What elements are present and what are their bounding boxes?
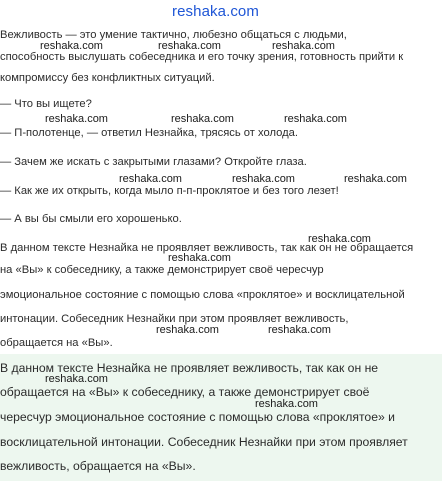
watermark: reshaka.com bbox=[284, 113, 347, 125]
watermark: reshaka.com bbox=[171, 113, 234, 125]
text-line-13: обращается на «Вы». bbox=[0, 337, 113, 349]
answer-line-1: В данном тексте Незнайка не проявляет вежливость, так как он не bbox=[0, 361, 379, 375]
watermark: reshaka.com bbox=[158, 40, 221, 52]
watermark: reshaka.com bbox=[255, 398, 318, 410]
answer-line-5: вежливость, обращается на «Вы». bbox=[0, 459, 196, 473]
watermark: reshaka.com bbox=[45, 373, 108, 385]
answer-line-2: обращается на «Вы» к собеседнику, а также демонстрирует своё bbox=[0, 385, 370, 399]
watermark: reshaka.com bbox=[232, 173, 295, 185]
watermark: reshaka.com bbox=[308, 233, 371, 245]
text-line-5: — П-полотенце, — ответил Незнайка, трясясь от холода. bbox=[0, 127, 298, 139]
watermark: reshaka.com bbox=[40, 40, 103, 52]
text-line-12: интонации. Собеседник Незнайки при этом проявляет вежливость, bbox=[0, 313, 349, 325]
text-line-8: — А вы бы смыли его хорошенько. bbox=[0, 213, 182, 225]
watermark: reshaka.com bbox=[156, 324, 219, 336]
text-line-9: В данном тексте Незнайка не проявляет вежливость, так как он не обращается bbox=[0, 242, 414, 254]
site-logo[interactable]: reshaka.com bbox=[172, 3, 259, 20]
watermark: reshaka.com bbox=[344, 173, 407, 185]
text-line-6: — Зачем же искать с закрытыми глазами? Откройте глаза. bbox=[0, 156, 307, 168]
text-line-4: — Что вы ищете? bbox=[0, 98, 92, 110]
text-line-3: компромиссу без конфликтных ситуаций. bbox=[0, 72, 215, 84]
text-line-10: на «Вы» к собеседнику, а также демонстрирует своё чересчур bbox=[0, 264, 324, 276]
watermark: reshaka.com bbox=[45, 113, 108, 125]
watermark: reshaka.com bbox=[168, 252, 231, 264]
answer-line-4: восклицательной интонации. Собеседник Незнайки при этом проявляет bbox=[0, 435, 408, 449]
watermark: reshaka.com bbox=[272, 40, 335, 52]
text-line-2: способность выслушать собеседника и его точку зрения, готовность прийти к bbox=[0, 51, 404, 63]
watermark: reshaka.com bbox=[119, 173, 182, 185]
watermark: reshaka.com bbox=[268, 324, 331, 336]
text-line-1: Вежливость — это умение тактично, любезно общаться с людьми, bbox=[0, 29, 347, 41]
text-line-11: эмоциональное состояние с помощью слова «проклятое» и восклицательной bbox=[0, 289, 405, 301]
answer-line-3: чересчур эмоциональное состояние с помощью слова «проклятое» и bbox=[0, 410, 395, 424]
text-line-7: — Как же их открыть, когда мыло п-п-проклятое и без того лезет! bbox=[0, 185, 339, 197]
